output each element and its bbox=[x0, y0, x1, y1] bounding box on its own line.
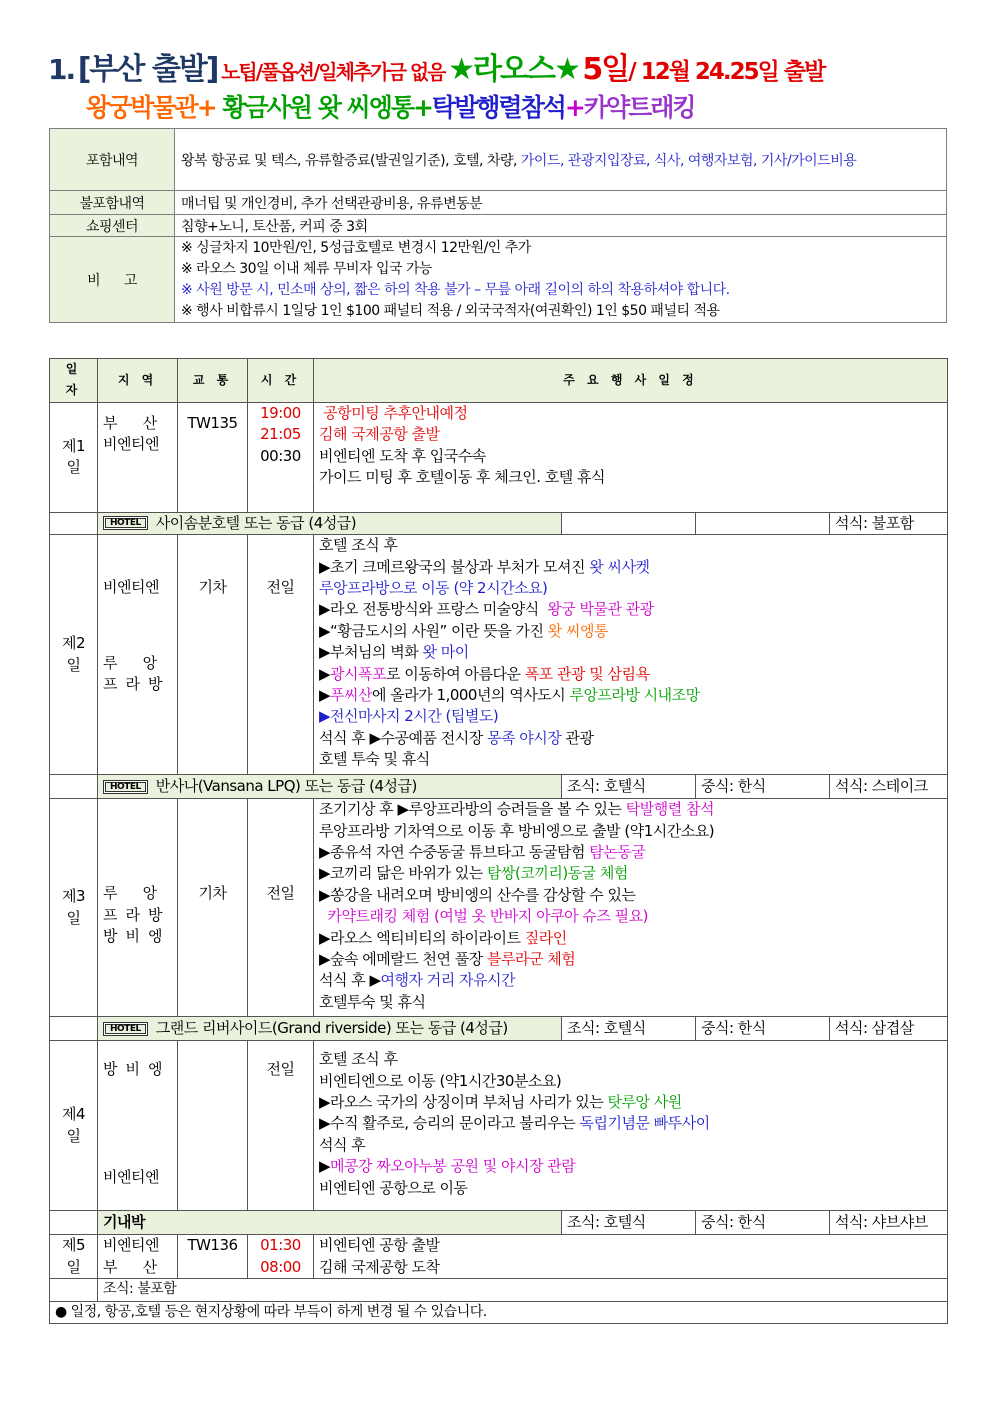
title-no-option: 노팁/풀옵션/일체추가금 없음 bbox=[221, 60, 445, 84]
day1-dinner: 석식: 불포함 bbox=[830, 512, 948, 534]
day1-hotel: HOTEL 사이솜분호텔 또는 동급 (4성급) bbox=[98, 512, 562, 534]
title-line-2 bbox=[86, 88, 695, 124]
remark-line: ※ 라오스 30일 이내 체류 무비자 입국 가능 bbox=[181, 260, 433, 277]
day1-time: 19:00 21:05 00:30 bbox=[248, 402, 314, 512]
day5-meal-row bbox=[50, 1279, 948, 1301]
day3-itinerary: 조기기상 후 ▶루앙프라방의 승려들을 볼 수 있는 탁발행렬 참석 루앙프라방 기차역으로 이동 후 방비엥으로 출발 (약1시간소요) ▶종유석 자연 수중동굴 튜브타고 동굴탐험 탐논동굴 ▶코끼리 닮은 바위가 있는 탐쌍(코끼리)동굴 체험 ▶쏭강을 내려오며 방비엥의 산수를 감상할 수 있는 카약트래킹 체험 (여벌 옷 반바지 아쿠아 슈즈 필요) ▶라오스 엑티비티의 하이라이트 짚라인 ▶숲속 에메랄드 천연 풀장 블루라군 체험 석식 후 ▶여행자 거리 자유시간 호텔투숙 및 휴식 bbox=[314, 799, 948, 1017]
day1-lunch bbox=[696, 512, 830, 534]
day2-itinerary: 호텔 조식 후 ▶초기 크메르왕국의 불상과 부처가 모셔진 왓 씨사켓 루앙프라방으로 이동 (약 2시간소요) ▶라오 전통방식와 프랑스 미술양식 왕궁 박물관 관광 ▶“황금도시의 사원” 이란 뜻을 가진 왓 씨엥통 ▶부처님의 벽화 왓 마이 ▶광시폭포로 이동하여 아름다운 폭포 관광 및 삼림욕 ▶푸씨산에 올라가 1,000년의 역사도시 루앙프라방 시내조망 ▶전신마사지 2시간 (팁별도) 석식 후 ▶수공예품 전시장 몽족 야시장 관광 호텔 투숙 및 휴식 bbox=[314, 535, 948, 775]
highlight-temple: 황금사원 왓 씨엥통+ bbox=[222, 93, 432, 122]
day3-hotel: HOTEL 그랜드 리버사이드(Grand riverside) 또는 동급 (4성급) bbox=[98, 1017, 562, 1041]
day1-hotel-row bbox=[50, 512, 948, 534]
day2-time: 전일 bbox=[248, 535, 314, 775]
star-icon: ★ bbox=[553, 52, 579, 87]
remark-line: ※ 행사 비합류시 1일당 1인 $100 패널티 적용 / 외국국적자(여권확인) 1인 $50 패널티 적용 bbox=[181, 302, 720, 319]
day3-hotel-row bbox=[50, 1017, 948, 1041]
highlight-kayak: 카약트래킹 bbox=[583, 93, 695, 122]
remark-label: 비 고 bbox=[50, 237, 175, 323]
highlight-plus: + bbox=[564, 93, 584, 122]
remark-line: ※ 사원 방문 시, 민소매 상의, 짧은 하의 착용 불가 – 무릎 아래 길이의 하의 착용하셔야 합니다. bbox=[181, 281, 730, 298]
day3-transport: 기차 bbox=[178, 799, 248, 1017]
day2-breakfast: 조식: 호텔식 bbox=[562, 775, 696, 799]
day4-transport bbox=[178, 1041, 248, 1211]
day1-row bbox=[50, 402, 948, 512]
header-region: 지 역 bbox=[98, 359, 178, 403]
day5-label: 제5일 bbox=[50, 1235, 98, 1279]
day3-time: 전일 bbox=[248, 799, 314, 1017]
day2-label: 제2일 bbox=[50, 535, 98, 775]
day2-hotel-row bbox=[50, 775, 948, 799]
shopping-value: 침향+노니, 토산품, 커피 중 3회 bbox=[175, 215, 947, 237]
header-time: 시 간 bbox=[248, 359, 314, 403]
day1-transport: TW135 bbox=[178, 402, 248, 512]
day4-region: 방 비 엥 비엔티엔 bbox=[98, 1041, 178, 1211]
day2-transport: 기차 bbox=[178, 535, 248, 775]
hotel-icon: HOTEL bbox=[103, 516, 148, 530]
shopping-label: 쇼핑센터 bbox=[50, 215, 175, 237]
day3-label: 제3일 bbox=[50, 799, 98, 1017]
day5-transport: TW136 bbox=[178, 1235, 248, 1279]
highlight-alms: 탁발행렬참석 bbox=[431, 93, 565, 122]
day4-breakfast: 조식: 호텔식 bbox=[562, 1211, 696, 1235]
day2-row bbox=[50, 535, 948, 775]
day2-region: 비엔티엔 루 앙 프 라 방 bbox=[98, 535, 178, 775]
day1-label: 제1일 bbox=[50, 402, 98, 512]
day5-row bbox=[50, 1235, 948, 1279]
day2-lunch: 중식: 한식 bbox=[696, 775, 830, 799]
day4-lunch: 중식: 한식 bbox=[696, 1211, 830, 1235]
day3-dinner: 석식: 삼겹살 bbox=[830, 1017, 948, 1041]
star-icon: ★ bbox=[448, 52, 473, 87]
header-transport: 교 통 bbox=[178, 359, 248, 403]
day1-breakfast bbox=[562, 512, 696, 534]
hotel-icon: HOTEL bbox=[103, 780, 148, 794]
excluded-label: 불포함내역 bbox=[50, 191, 175, 215]
day2-dinner: 석식: 스테이크 bbox=[830, 775, 948, 799]
day4-row bbox=[50, 1041, 948, 1211]
day4-hotel: 기내박 bbox=[98, 1211, 562, 1235]
excluded-value: 매너팁 및 개인경비, 추가 선택관광비용, 유류변동분 bbox=[175, 191, 947, 215]
included-label: 포함내역 bbox=[50, 129, 175, 191]
day3-breakfast: 조식: 호텔식 bbox=[562, 1017, 696, 1041]
day4-hotel-row bbox=[50, 1211, 948, 1235]
title-line-1 bbox=[48, 44, 824, 88]
day4-itinerary: 호텔 조식 후 비엔티엔으로 이동 (약1시간30분소요) ▶라오스 국가의 상징이며 부처님 사리가 있는 탓루앙 사원 ▶수직 활주로, 승리의 문이라고 불리우는 독립기념문 빠뚜사이 석식 후 ▶메콩강 짜오아누봉 공원 및 야시장 관람 비엔티엔 공항으로 이동 bbox=[314, 1041, 948, 1211]
info-table bbox=[49, 128, 947, 323]
remark-value bbox=[175, 237, 947, 323]
schedule-header bbox=[50, 359, 948, 403]
title-destination: 라오스 bbox=[472, 52, 554, 87]
included-value: 왕복 항공료 및 텍스, 유류할증료(발권일기준), 호텔, 차량, 가이드, 관광지입장료, 식사, 여행자보험, 기사/가이드비용 bbox=[175, 129, 947, 191]
footnote: ● 일정, 항공,호텔 등은 현지상황에 따라 부득이 하게 변경 될 수 있습니다. bbox=[50, 1301, 948, 1323]
title-departure: [부산 출발] bbox=[77, 52, 218, 87]
day5-region: 비엔티엔 부 산 bbox=[98, 1235, 178, 1279]
day2-hotel: HOTEL 반사나(Vansana LPQ) 또는 동급 (4성급) bbox=[98, 775, 562, 799]
hotel-icon: HOTEL bbox=[103, 1022, 148, 1036]
title-date: / 12월 24.25일 출발 bbox=[628, 59, 825, 85]
schedule-table bbox=[49, 358, 948, 1324]
day4-dinner: 석식: 샤브샤브 bbox=[830, 1211, 948, 1235]
day5-itinerary: 비엔티엔 공항 출발 김해 국제공항 도착 bbox=[314, 1235, 948, 1279]
day5-meal: 조식: 불포함 bbox=[98, 1279, 948, 1301]
day3-region: 루 앙 프 라 방 방 비 엥 bbox=[98, 799, 178, 1017]
header-day: 일 자 bbox=[50, 359, 98, 403]
remark-line: ※ 싱글차지 10만원/인, 5성급호텔로 변경시 12만원/인 추가 bbox=[181, 239, 531, 256]
day4-time: 전일 bbox=[248, 1041, 314, 1211]
highlight-palace: 왕궁박물관+ bbox=[86, 93, 223, 122]
header-itinerary: 주 요 행 사 일 정 bbox=[314, 359, 948, 403]
day5-time: 01:30 08:00 bbox=[248, 1235, 314, 1279]
day3-lunch: 중식: 한식 bbox=[696, 1017, 830, 1041]
day4-label: 제4일 bbox=[50, 1041, 98, 1211]
day1-itinerary: 공항미팅 추후안내예정 김해 국제공항 출발 비엔티엔 도착 후 입국수속 가이드 미팅 후 호텔이동 후 체크인. 호텔 휴식 bbox=[314, 402, 948, 512]
day3-row bbox=[50, 799, 948, 1017]
day1-region: 부 산 비엔티엔 bbox=[98, 402, 178, 512]
footnote-row bbox=[50, 1301, 948, 1323]
title-days: 5일 bbox=[582, 52, 629, 87]
title-number: 1. bbox=[48, 53, 75, 86]
